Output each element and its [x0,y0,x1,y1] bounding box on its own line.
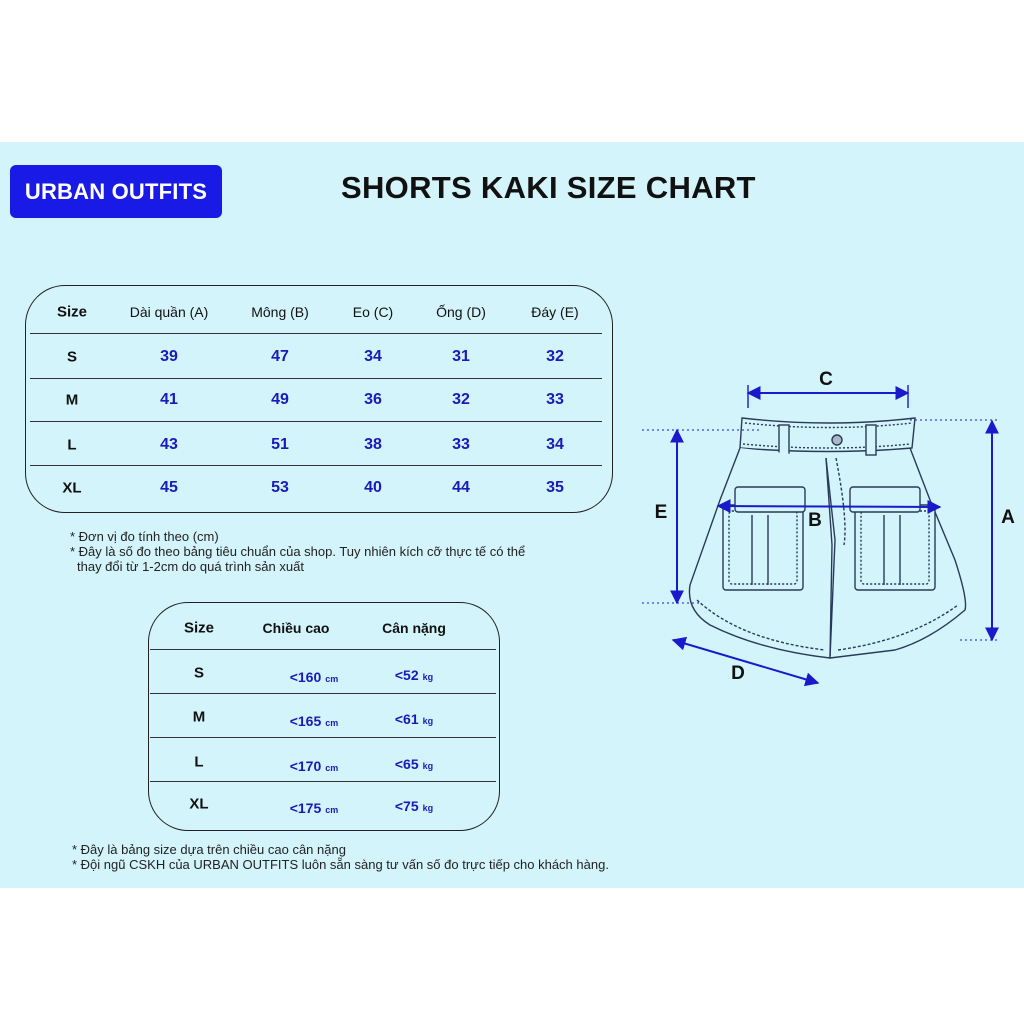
measurement-value: 49 [271,391,289,408]
measurement-value: 32 [452,391,470,408]
size-label: XL [189,795,209,813]
weight-unit: kg [422,803,434,813]
weight-unit: kg [422,672,434,682]
height-number: <165 [289,713,322,729]
height-number: <160 [289,669,322,685]
label-c: C [819,369,833,390]
measurement-value: 35 [546,479,564,496]
column-header: Mông (B) [251,304,309,320]
column-header: Ống (D) [436,304,486,320]
measurement-value: 43 [160,436,178,453]
column-header: Size [56,303,88,321]
height-unit: cm [325,763,339,773]
column-header: Chiều cao [262,620,330,636]
measurement-value: 33 [546,391,564,408]
measurement-value: 33 [452,436,470,453]
measurement-value: 51 [271,436,289,453]
size-label: M [192,708,206,726]
size-label: S [66,348,78,366]
note-fit-basis: * Đây là bảng size dựa trên chiều cao cân nặng [72,842,346,857]
measurement-value: 44 [452,479,470,496]
column-header: Đáy (E) [531,304,579,320]
measurement-value: 34 [364,348,382,365]
weight-number: <61 [394,711,419,727]
measurement-value: 31 [452,348,470,365]
measurement-value: 53 [271,479,289,496]
label-a: A [1001,507,1015,528]
height-number: <170 [289,758,322,774]
column-header: Eo (C) [352,304,394,320]
page-title: SHORTS KAKI SIZE CHART [341,170,756,205]
label-b: B [808,510,822,531]
label-e: E [654,502,668,523]
weight-number: <75 [394,798,419,814]
measurement-value: 40 [364,479,382,496]
weight-unit: kg [422,761,434,771]
weight-unit: kg [422,716,434,726]
measurement-value: 45 [160,479,178,496]
column-header: Size [183,619,215,637]
weight-number: <65 [394,756,419,772]
column-header: Cân nặng [382,620,446,636]
measurement-value: 41 [160,391,178,408]
shorts-outline [689,418,965,658]
size-label: M [65,391,79,409]
note-support: * Đội ngũ CSKH của URBAN OUTFITS luôn sẵn sàng tư vấn số đo trực tiếp cho khách hàng. [72,857,609,872]
measurement-value: 39 [160,348,178,365]
measurement-value: 34 [546,436,564,453]
height-number: <175 [289,800,322,816]
measurement-value: 38 [364,436,382,453]
column-header: Dài quần (A) [129,304,209,320]
note-standard: * Đây là số đo theo bảng tiêu chuẩn của shop. Tuy nhiên kích cỡ thực tế có thể [70,544,526,559]
measurement-value: 36 [364,391,382,408]
size-label: L [67,436,77,454]
label-d: D [731,663,745,684]
measurement-value: 47 [271,348,289,365]
note-variance: thay đổi từ 1-2cm do quá trình sản xuất [77,559,304,574]
size-label: XL [62,479,82,497]
height-unit: cm [325,674,339,684]
measurement-value: 32 [546,348,564,365]
size-label: S [193,664,205,682]
brand-logo: URBAN OUTFITS [10,165,222,218]
arrow-b [718,506,940,507]
height-unit: cm [325,805,339,815]
height-unit: cm [325,718,339,728]
note-unit: * Đơn vị đo tính theo (cm) [70,529,219,544]
weight-number: <52 [394,667,419,683]
size-label: L [194,753,204,771]
